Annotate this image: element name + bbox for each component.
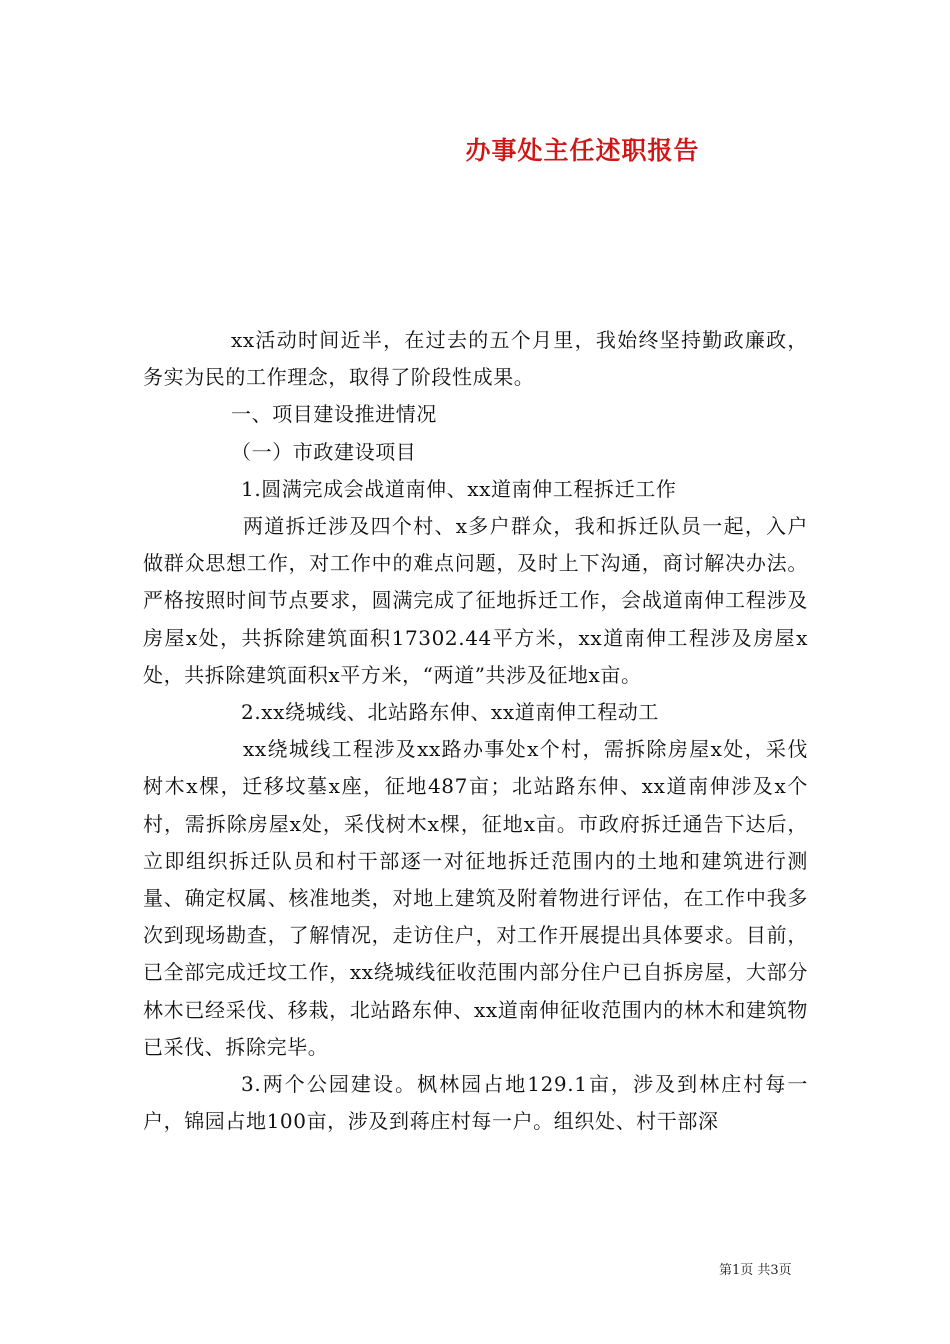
- section-heading-1: 一、项目建设推进情况: [231, 402, 437, 427]
- item-heading-2: 2.xx绕城线、北站路东伸、xx道南伸工程动工: [241, 700, 659, 725]
- paragraph-item-1: 两道拆迁涉及四个村、x多户群众，我和拆迁队员一起，入户做群众思想工作，对工作中的难点问题，及时上下沟通，商讨解决办法。严格按照时间节点要求，圆满完成了征地拆迁工作，会战道南伸工程涉及房屋x处，共拆除建筑面积17302.44平方米，xx道南伸工程涉及房屋x处，共拆除建筑面积x平方米，“两道”共涉及征地x亩。: [143, 514, 808, 687]
- page-footer: 第1页 共3页: [719, 1263, 792, 1278]
- paragraph-intro: xx活动时间近半，在过去的五个月里，我始终坚持勤政廉政，务实为民的工作理念，取得了阶段性成果。: [143, 328, 808, 390]
- item-heading-1: 1.圆满完成会战道南伸、xx道南伸工程拆迁工作: [241, 476, 677, 501]
- document-title: 办事处主任述职报告: [465, 136, 700, 165]
- paragraph-item-2: xx绕城线工程涉及xx路办事处x个村，需拆除房屋x处，采伐树木x棵，迁移坟墓x座，征地487亩；北站路东伸、xx道南伸涉及x个村，需拆除房屋x处，采伐树木x棵，征地x亩。市政府拆迁通告下达后，立即组织拆迁队员和村干部逐一对征地拆迁范围内的土地和建筑进行测量、确定权属、核准地类，对地上建筑及附着物进行评估，在工作中我多次到现场勘查，了解情况，走访住户，对工作开展提出具体要求。目前，已全部完成迁坟工作，xx绕城线征收范围内部分住户已自拆房屋，大部分林木已经采伐、移栽，北站路东伸、xx道南伸征收范围内的林木和建筑物已采伐、拆除完毕。: [143, 737, 808, 1059]
- document-body: [143, 322, 808, 1140]
- subsection-heading-1: （一）市政建设项目: [231, 439, 417, 464]
- paragraph-item-3: 3.两个公园建设。枫林园占地129.1亩，涉及到林庄村每一户，锦园占地100亩，涉及到蒋庄村每一户。组织处、村干部深: [143, 1072, 808, 1134]
